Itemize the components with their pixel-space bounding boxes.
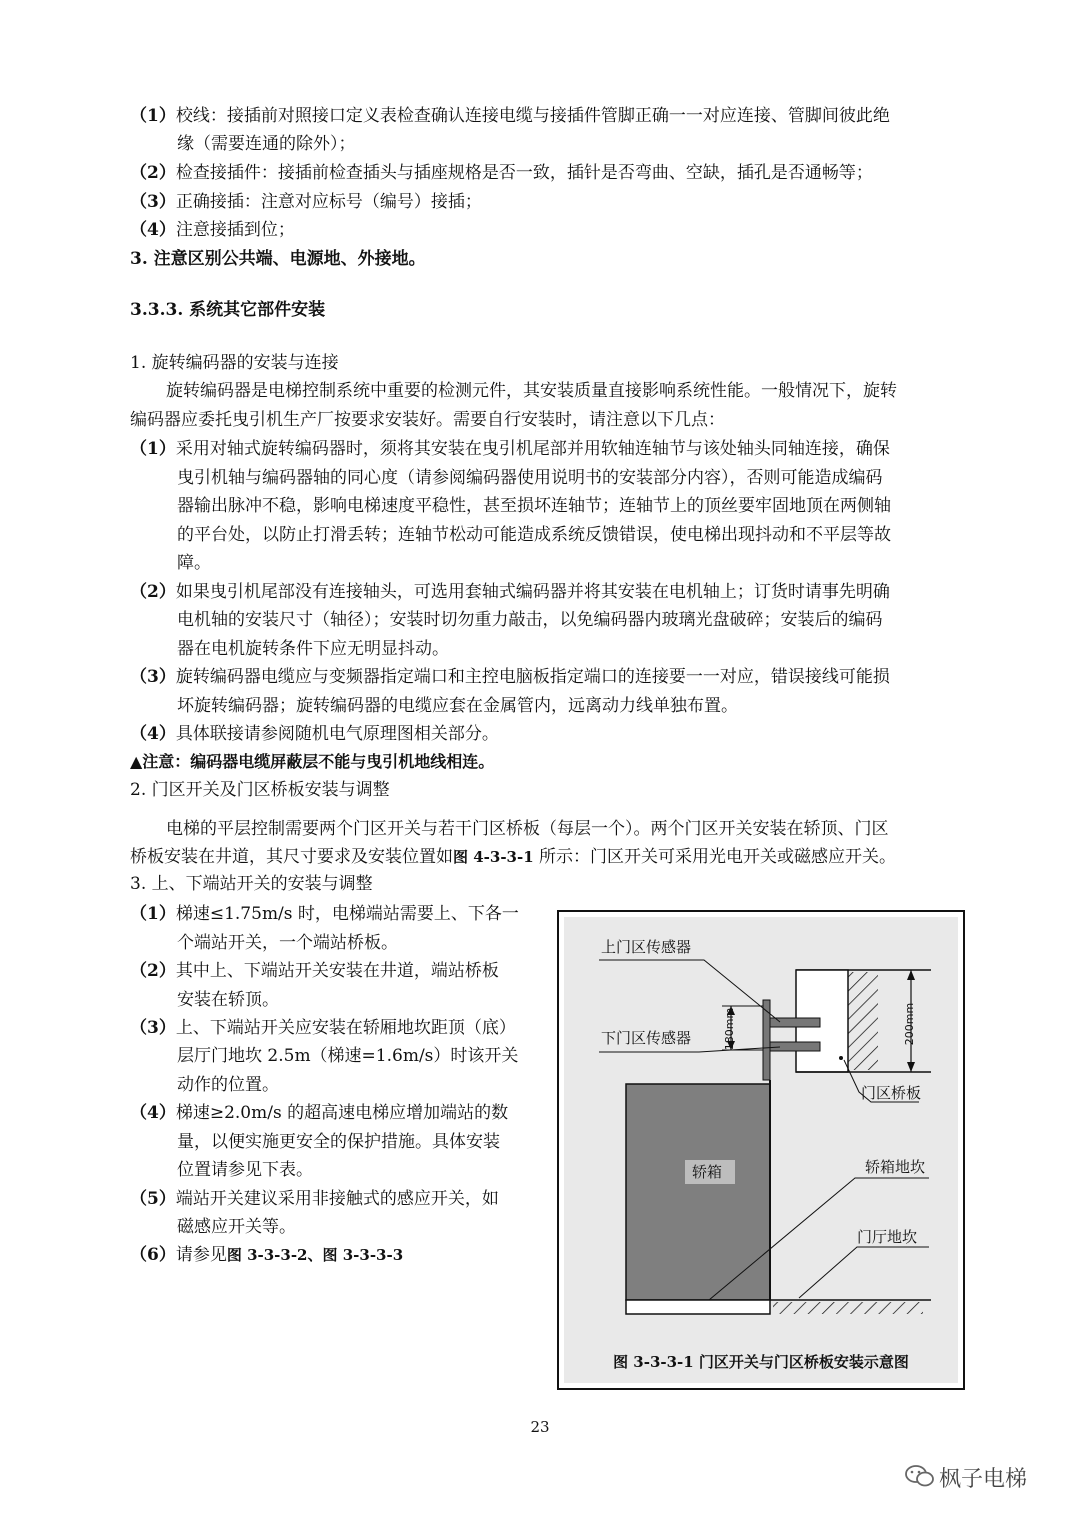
sub3-item-5: （5）端站开关建议采用非接触式的感应开关，如 [130,1189,499,1209]
figure-diagram [559,912,963,1388]
lower-sensor-label: 下门区传感器 [601,1029,692,1047]
sub1-item-1: （1）采用对轴式旋转编码器时，须将其安装在曳引机尾部并用软轴连轴节与该处轴头同轴连接，确保 [130,439,890,459]
sub1-title: 1. 旋转编码器的安装与连接 [130,353,339,373]
sub1-item-2-l3: 器在电机旋转条件下应无明显抖动。 [177,639,449,659]
sub1-item-1-l3: 器输出脉冲不稳，影响电梯速度平稳性，甚至损坏连轴节；连轴节上的顶丝要牢固地顶在两侧轴 [177,496,891,516]
sub1-item-4: （4）具体联接请参阅随机电气原理图相关部分。 [130,724,499,744]
list-item-2: （2）检查接插件：接插前检查插头与插座规格是否一致，插针是否弯曲、空缺，插孔是否通畅等； [130,163,873,183]
sub1-intro-2: 编码器应委托曳引机生产厂按要求安装好。需要自行安装时，请注意以下几点： [130,410,725,430]
list-item-1-cont: 缘（需要连通的除外）； [177,134,356,154]
sub3-item-3: （3）上、下端站开关应安装在轿厢地坎距顶（底） [130,1018,516,1038]
upper-sensor-label: 上门区传感器 [601,938,692,956]
list-item-4: （4）注意接插到位； [130,220,295,240]
sub1-note: ▲注意：编码器电缆屏蔽层不能与曳引机地线相连。 [130,752,495,771]
list-item-3: （3）正确接插：注意对应标号（编号）接插； [130,192,482,212]
sub3-item-4-l2: 量，以便实施更安全的保护措施。具体安装 [177,1132,500,1152]
sub3-item-4: （4）梯速≥2.0m/s 的超高速电梯应增加端站的数 [130,1103,509,1123]
wechat-icon [905,1464,935,1488]
upper-sensor-leader [599,960,780,1022]
sensor-bracket [763,1000,770,1080]
sub3-item-1: （1）梯速≤1.75m/s 时，电梯端站需要上、下各一 [130,904,519,924]
sub3-item-4-l3: 位置请参见下表。 [177,1160,313,1180]
sub3-item-6: （6）请参见图 3-3-3-2、图 3-3-3-3 [130,1245,404,1265]
hall-sill-label: 门厅地坎 [857,1228,918,1246]
sub1-intro-1: 旋转编码器是电梯控制系统中重要的检测元件，其安装质量直接影响系统性能。一般情况下，旋转 [166,381,897,401]
hall-sill-leader [799,1247,929,1298]
sub3-title: 3. 上、下端站开关的安装与调整 [130,874,373,894]
dim-180-label: 180mm [723,1007,737,1051]
section-heading: 3.3.3. 系统其它部件安装 [130,300,326,320]
car-sill-label: 轿箱地坎 [865,1158,926,1176]
page-number: 23 [530,1418,550,1436]
sub3-item-3-l2: 层厅门地坎 2.5m（梯速=1.6m/s）时该开关 [177,1046,519,1066]
sub1-item-3-l2: 坏旋转编码器；旋转编码器的电缆应套在金属管内，远离动力线单独布置。 [177,696,738,716]
floor-hatch [773,1302,923,1314]
item-3-heading: 3. 注意区别公共端、电源地、外接地。 [130,249,426,269]
sub3-item-2: （2）其中上、下端站开关安装在井道，端站桥板 [130,961,499,981]
sub3-item-2-l2: 安装在轿顶。 [177,990,279,1010]
sub2-para-2: 桥板安装在井道，其尺寸要求及安装位置如图 4-3-3-1 所示：门区开关可采用光电开关或磁感应开关。 [130,847,897,867]
sub1-item-1-l4: 的平台处，以防止打滑丢转；连轴节松动可能造成系统反馈错误，使电梯出现抖动和不平层等故 [177,525,891,545]
sub1-item-2-l2: 电机轴的安装尺寸（轴径）；安装时切勿重力敲击，以免编码器内玻璃光盘破碎；安装后的编码 [177,610,883,630]
sub1-item-1-l5: 障。 [177,553,211,573]
list-item-1: （1）校线：接插前对照接口定义表检查确认连接电缆与接插件管脚正确一一对应连接、管脚间彼此绝 [130,106,890,126]
dim-200-label: 200mm [903,1002,917,1046]
figure-door-zone [557,910,965,1390]
sub2-title: 2. 门区开关及门区桥板安装与调整 [130,780,390,800]
lower-sensor [770,1042,820,1051]
sub1-item-3: （3）旋转编码器电缆应与变频器指定端口和主控电脑板指定端口的连接要一一对应，错误接线可能损 [130,667,890,687]
sub3-item-5-l2: 磁感应开关等。 [177,1217,296,1237]
car-label: 轿箱 [692,1163,723,1181]
sub1-item-2: （2）如果曳引机尾部没有连接轴头，可选用套轴式编码器并将其安装在电机轴上；订货时请事先明确 [130,582,890,602]
hatched-wall [848,972,878,1070]
car-sill [626,1300,770,1314]
sub1-item-1-l2: 曳引机轴与编码器轴的同心度（请参阅编码器使用说明书的安装部分内容），否则可能造成编码 [177,468,883,488]
sub3-item-1-l2: 个端站开关，一个端站桥板。 [177,933,398,953]
figure-caption: 图 3-3-3-1 门区开关与门区桥板安装示意图 [613,1353,909,1371]
sub3-item-3-l3: 动作的位置。 [177,1075,279,1095]
sub2-para-1: 电梯的平层控制需要两个门区开关与若干门区桥板（每层一个）。两个门区开关安装在轿顶、门区 [166,819,889,839]
watermark-text: 枫子电梯 [939,1467,1028,1492]
bridge-plate-label: 门区桥板 [861,1084,922,1102]
